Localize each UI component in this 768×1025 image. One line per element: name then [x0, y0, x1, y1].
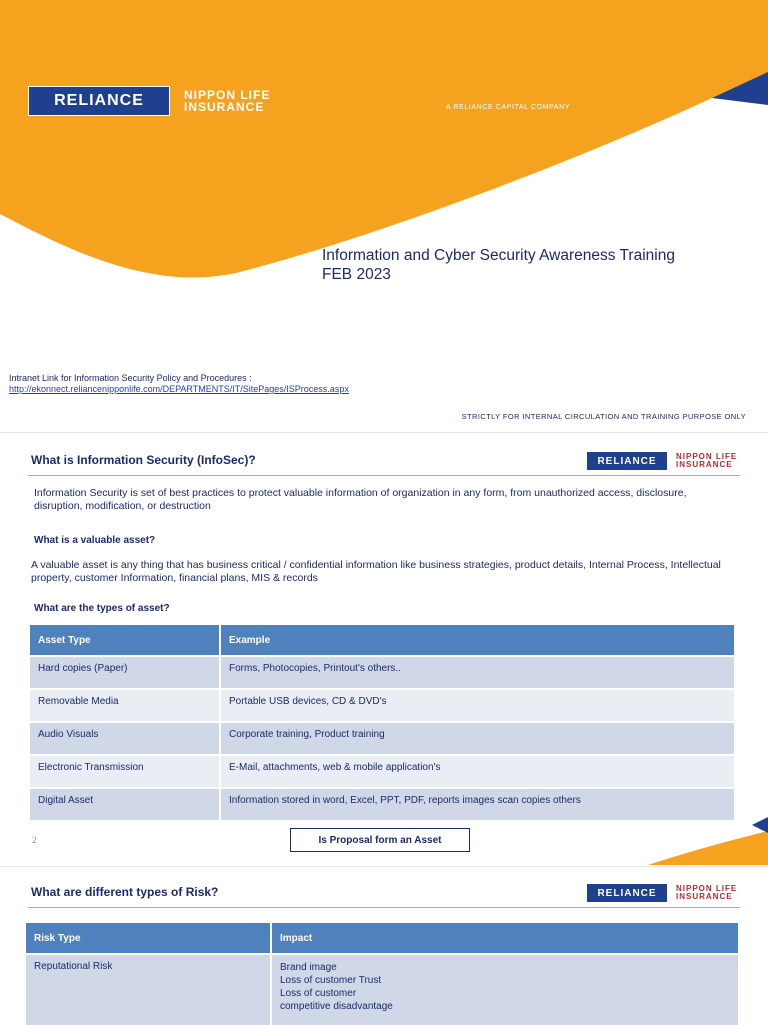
- logo-line-2: INSURANCE: [676, 460, 733, 469]
- cover-title: [322, 246, 675, 284]
- logo-line-2: INSURANCE: [676, 892, 733, 901]
- example-cell: Portable USB devices, CD & DVD's: [220, 689, 735, 722]
- logo-line-1: NIPPON LIFE: [676, 452, 738, 461]
- logo-line-1: NIPPON LIFE: [184, 88, 271, 102]
- valuable-asset-heading: What is a valuable asset?: [34, 535, 156, 546]
- asset-types-heading: What are the types of asset?: [34, 603, 170, 614]
- example-cell: E-Mail, attachments, web & mobile application's: [220, 755, 735, 788]
- asset-type-cell: Removable Media: [30, 689, 220, 722]
- cover-title-line-1: Information and Cyber Security Awareness Training: [322, 247, 675, 264]
- risk-types-slide: [0, 866, 768, 1025]
- page-number: 2: [32, 835, 37, 845]
- infosec-slide: [0, 432, 768, 865]
- proposal-form-question-box: Is Proposal form an Asset: [290, 828, 470, 852]
- corner-decoration: [0, 433, 768, 865]
- cover-slide: [0, 0, 768, 430]
- table-row: [26, 954, 739, 1025]
- header-impact: Impact: [271, 923, 739, 954]
- impact-cell: [271, 954, 739, 1025]
- tagline: A RELIANCE CAPITAL COMPANY: [446, 104, 570, 111]
- example-cell: Information stored in word, Excel, PPT, PDF, reports images scan copies others: [220, 788, 735, 821]
- reliance-logo-box: RELIANCE: [586, 451, 668, 471]
- asset-type-cell: Audio Visuals: [30, 722, 220, 755]
- intranet-link[interactable]: http://ekonnect.reliancenipponlife.com/DEPARTMENTS/IT/SitePages/ISProcess.aspx: [9, 384, 349, 394]
- header-risk-type: Risk Type: [26, 923, 271, 954]
- example-cell: Corporate training, Product training: [220, 722, 735, 755]
- impact-item: competitive disadvantage: [280, 1001, 393, 1012]
- intranet-label: Intranet Link for Information Security Policy and Procedures :: [9, 373, 252, 383]
- valuable-asset-text: A valuable asset is any thing that has business critical / confidential information like business strategies, product details, Internal Process, Intellectual property, customer Information, financial plans, MIS & records: [31, 559, 721, 584]
- reliance-logo: [28, 86, 270, 116]
- risk-type-table: [26, 923, 740, 1025]
- example-cell: Forms, Photocopies, Printout's others..: [220, 656, 735, 689]
- reliance-logo-small: [586, 883, 737, 903]
- header-rule: [28, 907, 740, 908]
- asset-type-cell: Hard copies (Paper): [30, 656, 220, 689]
- slide-heading: What are different types of Risk?: [31, 885, 219, 899]
- cover-title-line-2: FEB 2023: [322, 266, 391, 283]
- internal-circulation-notice: STRICTLY FOR INTERNAL CIRCULATION AND TRAINING PURPOSE ONLY: [461, 412, 746, 421]
- infosec-definition: Information Security is set of best practices to protect valuable information of organization in any form, from unauthorized access, disclosure, disruption, modification, or destruction: [34, 487, 687, 512]
- nippon-life-logo-text: [184, 89, 270, 113]
- impact-item: Brand image: [280, 962, 337, 973]
- impact-item: Loss of customer: [280, 988, 357, 999]
- cover-background-shape: [0, 0, 768, 430]
- logo-line-2: INSURANCE: [184, 100, 265, 114]
- risk-type-cell: Reputational Risk: [26, 954, 271, 1025]
- table-header-row: [26, 923, 739, 954]
- reliance-logo-box: RELIANCE: [586, 883, 668, 903]
- header-asset-type: Asset Type: [30, 625, 220, 656]
- slide-heading: What is Information Security (InfoSec)?: [31, 453, 256, 467]
- nippon-life-logo-text: [676, 885, 737, 901]
- asset-type-cell: Electronic Transmission: [30, 755, 220, 788]
- asset-type-cell: Digital Asset: [30, 788, 220, 821]
- impact-item: Loss of customer Trust: [280, 975, 382, 986]
- reliance-logo-box: RELIANCE: [28, 86, 170, 116]
- intranet-link-block: [9, 373, 349, 395]
- logo-line-1: NIPPON LIFE: [676, 884, 738, 893]
- header-example: Example: [220, 625, 735, 656]
